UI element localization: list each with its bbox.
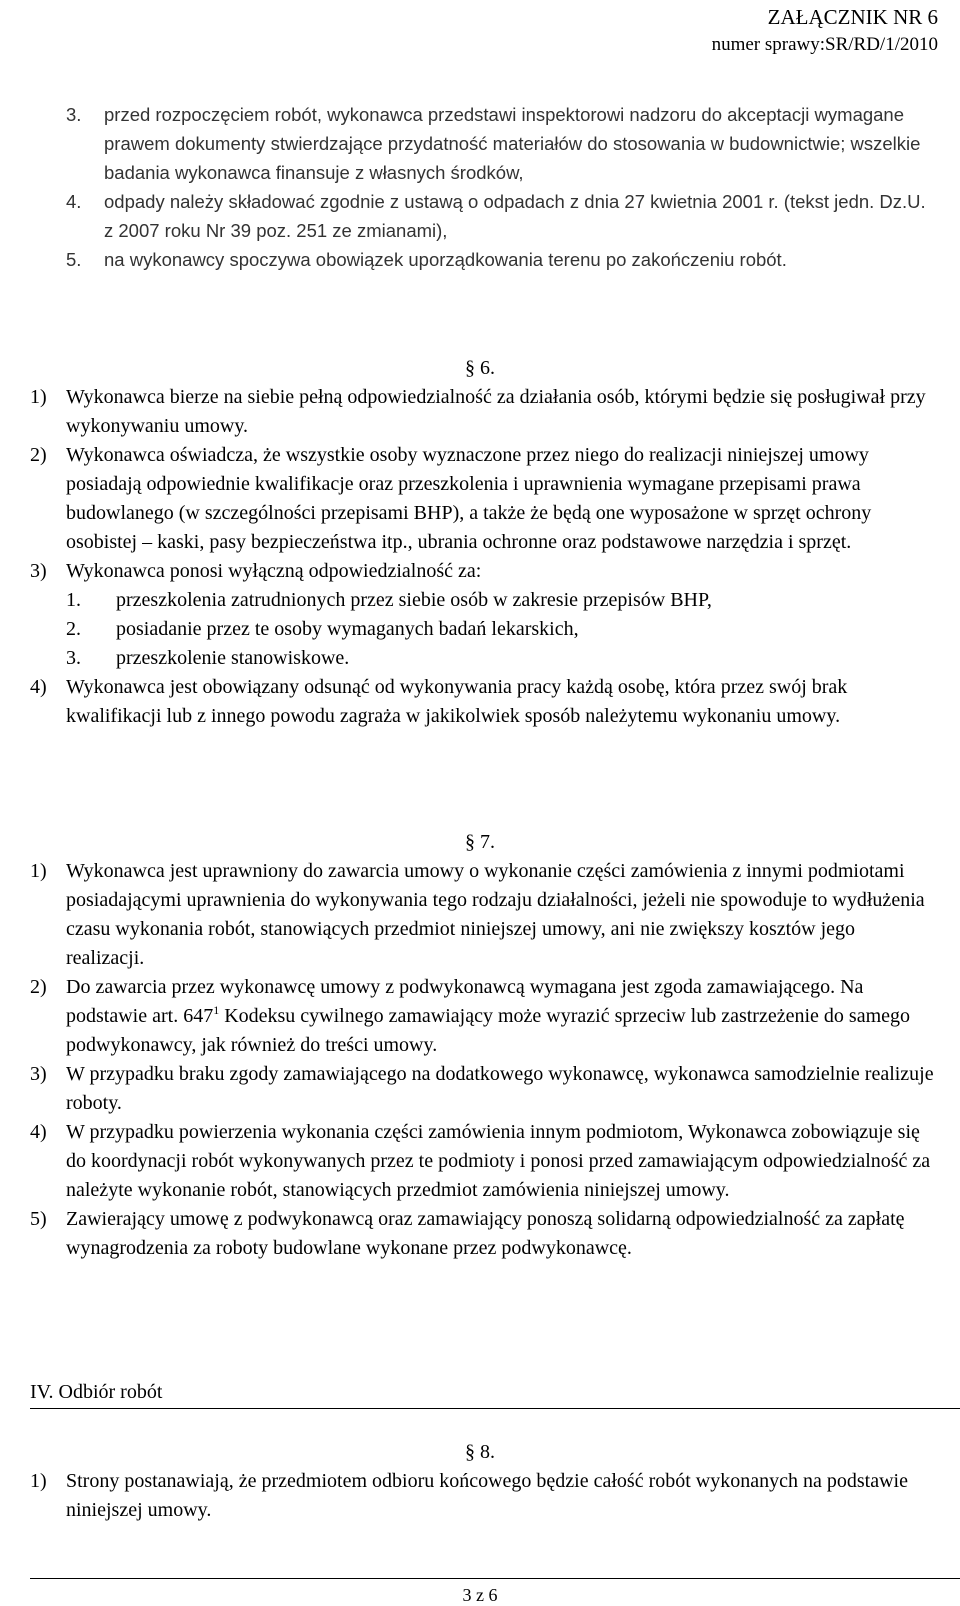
list-item-number: 2) <box>30 444 47 466</box>
list-item-text: Zawierający umowę z podwykonawcą oraz zamawiający ponoszą solidarną odpowiedzialność za zapłatę wynagrodzenia za roboty budowlane wykonane przez podwykonawcę. <box>66 1208 905 1259</box>
sub-list-item <box>30 644 960 673</box>
list-item <box>30 100 960 187</box>
paragraph-heading: § 7. <box>465 831 495 853</box>
list-item-text: Wykonawca jest obowiązany odsunąć od wykonywania pracy każdą osobę, która przez swój brak kwalifikacji lub z innego powodu zagraża w jakikolwiek sposób należytemu wykonaniu umowy. <box>66 676 848 727</box>
sub-item-text: przeszkolenia zatrudnionych przez siebie osób w zakresie przepisów BHP, <box>116 589 712 611</box>
case-number-line <box>712 31 938 58</box>
list-item-number: 4) <box>30 676 47 698</box>
paragraph-heading: § 6. <box>465 357 495 379</box>
list-item <box>30 187 960 245</box>
list-item-text: W przypadku braku zgody zamawiającego na dodatkowego wykonawcę, wykonawca samodzielnie realizuje roboty. <box>66 1063 934 1114</box>
case-number-value: SR/RD/1/2010 <box>825 34 938 55</box>
page-number: 3 z 6 <box>462 1585 498 1605</box>
case-number-label: numer sprawy: <box>711 34 826 55</box>
list-item-number: 5) <box>30 1208 47 1230</box>
list-item-text: Wykonawca oświadcza, że wszystkie osoby wyznaczone przez niego do realizacji niniejszej umowy posiadają odpowiednie kwalifikacje oraz przeszkolenia i uprawnienia wymagane przepisami prawa budowlanego (w szczególności przepisami BHP), a także że będą one wyposażone w sprzęt ochrony osobistej – kaski, pasy bezpieczeństwa itp., ubrania ochronne oraz podstawowe narzędzia i sprzęt. <box>66 444 872 553</box>
list-item-number: 5. <box>66 249 82 270</box>
sub-item-number: 1. <box>66 589 81 611</box>
list-item-text <box>66 973 960 1060</box>
list-item <box>30 673 960 731</box>
section-title: IV. Odbiór robót <box>30 1381 163 1403</box>
attachment-label: ZAŁĄCZNIK NR 6 <box>767 5 938 29</box>
top-list <box>30 100 960 274</box>
footer-divider <box>30 1578 960 1579</box>
section-divider <box>30 1408 960 1409</box>
list-item <box>30 245 960 274</box>
list-item-text: W przypadku powierzenia wykonania części zamówienia innym podmiotom, Wykonawca zobowiązuje się do koordynacji robót wykonywanych przez te podmioty i ponosi przed zamawiającym odpowiedzialność za należyte wykonanie robót, stanowiących przedmiot zamówienia niniejszej umowy. <box>66 1121 931 1201</box>
list-item-number: 3) <box>30 560 47 582</box>
list-item <box>30 441 960 557</box>
list-item <box>30 857 960 973</box>
page-header <box>712 4 938 58</box>
list-item-text: Strony postanawiają, że przedmiotem odbioru końcowego będzie całość robót wykonanych na podstawie niniejszej umowy. <box>66 1470 908 1521</box>
paragraph-6 <box>30 354 960 731</box>
list-item-text: Wykonawca ponosi wyłączną odpowiedzialność za: <box>66 560 482 582</box>
sub-list-item <box>30 586 960 615</box>
list-item-number: 3. <box>66 104 82 125</box>
list-item-number: 1) <box>30 860 47 882</box>
list-item-number: 1) <box>30 386 47 408</box>
list-item-number: 3) <box>30 1063 47 1085</box>
list-item-number: 1) <box>30 1470 47 1492</box>
list-item <box>30 1467 960 1525</box>
superscript: 1 <box>213 1003 220 1017</box>
list-item-number: 4) <box>30 1121 47 1143</box>
paragraph-heading: § 8. <box>465 1441 495 1463</box>
list-item <box>30 383 960 441</box>
list-item <box>30 1118 960 1205</box>
list-item-text: Wykonawca jest uprawniony do zawarcia umowy o wykonanie części zamówienia z innymi podmiotami posiadającymi uprawnienia do wykonywania tego rodzaju działalności, jeżeli nie spowoduje to wydłużenia czasu wykonania robót, stanowiących przedmiot niniejszej umowy, ani nie zwiększy kosztów jego realizacji. <box>66 860 925 969</box>
text-part: Do zawarcia przez wykonawcę umowy z podwykonawcą wymagana jest zgoda zamawiającego. Na podstawie art. 647 <box>66 976 864 1027</box>
text-part: Kodeksu cywilnego zamawiający może wyrazić sprzeciw lub zastrzeżenie do samego podwykonawcy, jak również do treści umowy. <box>66 1005 910 1056</box>
sub-item-text: posiadanie przez te osoby wymaganych badań lekarskich, <box>116 618 579 640</box>
list-item-text: odpady należy składować zgodnie z ustawą o odpadach z dnia 27 kwietnia 2001 r. (tekst jedn. Dz.U. z 2007 roku Nr 39 poz. 251 ze zmianami), <box>104 191 926 241</box>
list-item-number: 4. <box>66 191 82 212</box>
sub-item-text: przeszkolenie stanowiskowe. <box>116 647 350 669</box>
list-item <box>30 1060 960 1118</box>
list-item-text: na wykonawcy spoczywa obowiązek uporządkowania terenu po zakończeniu robót. <box>104 249 787 270</box>
paragraph-7 <box>30 828 960 1263</box>
sub-item-number: 2. <box>66 618 81 640</box>
sub-list-item <box>30 615 960 644</box>
list-item-number: 2) <box>30 976 47 998</box>
list-item <box>30 973 960 1060</box>
list-item <box>30 1205 960 1263</box>
paragraph-8 <box>30 1438 960 1525</box>
list-item-text: Wykonawca bierze na siebie pełną odpowiedzialność za działania osób, którymi będzie się posługiwał przy wykonywaniu umowy. <box>66 386 926 437</box>
list-item <box>30 557 960 586</box>
list-item-text: przed rozpoczęciem robót, wykonawca przedstawi inspektorowi nadzoru do akceptacji wymagane prawem dokumenty stwierdzające przydatność materiałów do stosowania w budownictwie; wszelkie badania wykonawca finansuje z własnych środków, <box>104 104 921 183</box>
sub-item-number: 3. <box>66 647 81 669</box>
